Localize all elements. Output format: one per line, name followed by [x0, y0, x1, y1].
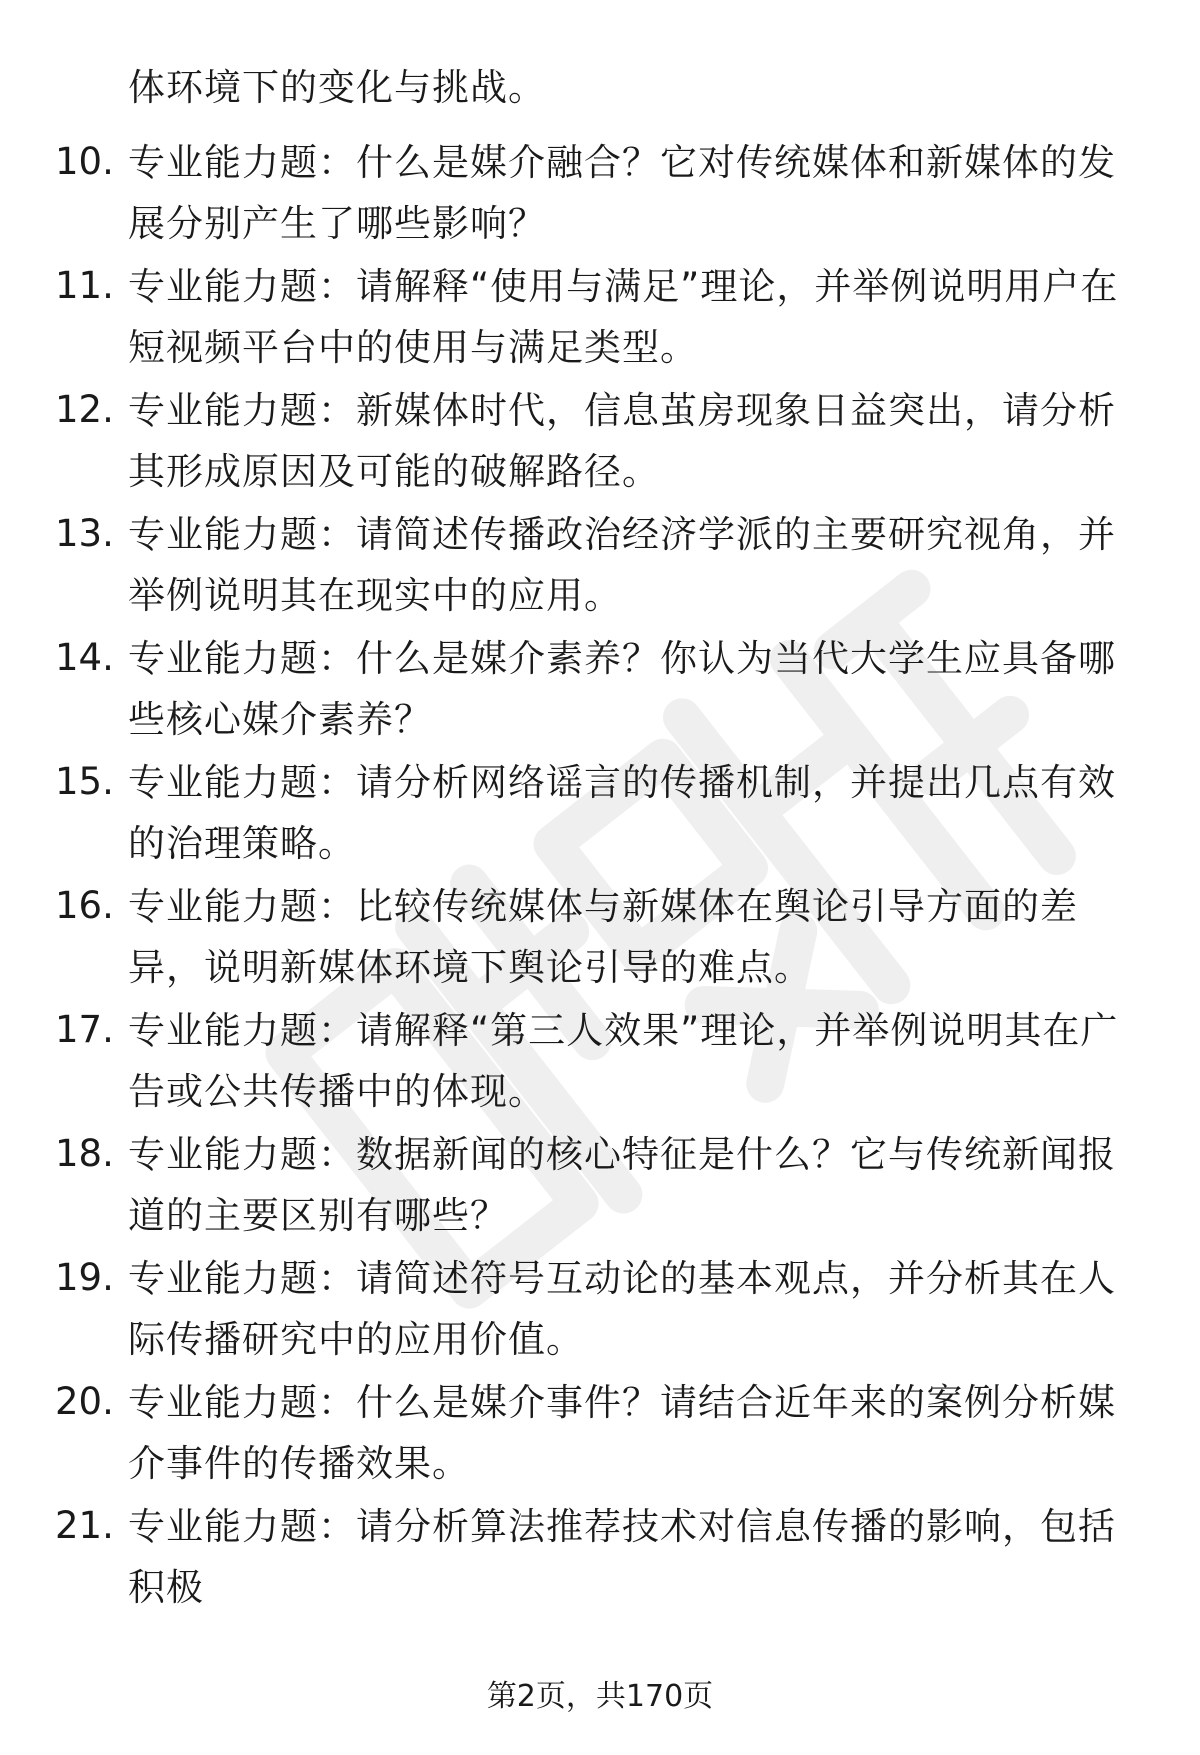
- item-number: 20.: [55, 1380, 114, 1423]
- item-number: 15.: [55, 760, 114, 803]
- item-number: 13.: [55, 512, 114, 555]
- item-text: 专业能力题：数据新闻的核心特征是什么？它与传统新闻报道的主要区别有哪些？: [128, 1133, 1116, 1237]
- item-number: 10.: [55, 140, 114, 183]
- continuation-line: 体环境下的变化与挑战。: [128, 66, 546, 109]
- item-text: 专业能力题：新媒体时代，信息茧房现象日益突出，请分析其形成原因及可能的破解路径。: [128, 389, 1116, 493]
- item-number: 21.: [55, 1504, 114, 1547]
- item-text: 专业能力题：请分析网络谣言的传播机制，并提出几点有效的治理策略。: [128, 761, 1116, 865]
- item-number: 12.: [55, 388, 114, 431]
- item-text: 专业能力题：请分析算法推荐技术对信息传播的影响，包括积极: [128, 1505, 1116, 1609]
- item-number: 18.: [55, 1132, 114, 1175]
- item-number: 14.: [55, 636, 114, 679]
- item-text: 专业能力题：什么是媒介融合？它对传统媒体和新媒体的发展分别产生了哪些影响？: [128, 141, 1116, 245]
- item-number: 19.: [55, 1256, 114, 1299]
- item-number: 17.: [55, 1008, 114, 1051]
- item-text: 专业能力题：请解释“第三人效果”理论，并举例说明其在广告或公共传播中的体现。: [128, 1009, 1119, 1113]
- item-number: 16.: [55, 884, 114, 927]
- item-text: 专业能力题：什么是媒介素养？你认为当代大学生应具备哪些核心媒介素养？: [128, 637, 1116, 741]
- item-number: 11.: [55, 264, 114, 307]
- item-text: 专业能力题：比较传统媒体与新媒体在舆论引导方面的差异，说明新媒体环境下舆论引导的难点。: [128, 885, 1078, 989]
- item-text: 专业能力题：请简述传播政治经济学派的主要研究视角，并举例说明其在现实中的应用。: [128, 513, 1116, 617]
- page-footer: 第2页，共170页: [486, 1679, 714, 1714]
- item-text: 专业能力题：请解释“使用与满足”理论，并举例说明用户在短视频平台中的使用与满足类型。: [128, 265, 1119, 369]
- item-text: 专业能力题：请简述符号互动论的基本观点，并分析其在人际传播研究中的应用价值。: [128, 1257, 1116, 1361]
- item-text: 专业能力题：什么是媒介事件？请结合近年来的案例分析媒介事件的传播效果。: [128, 1381, 1116, 1485]
